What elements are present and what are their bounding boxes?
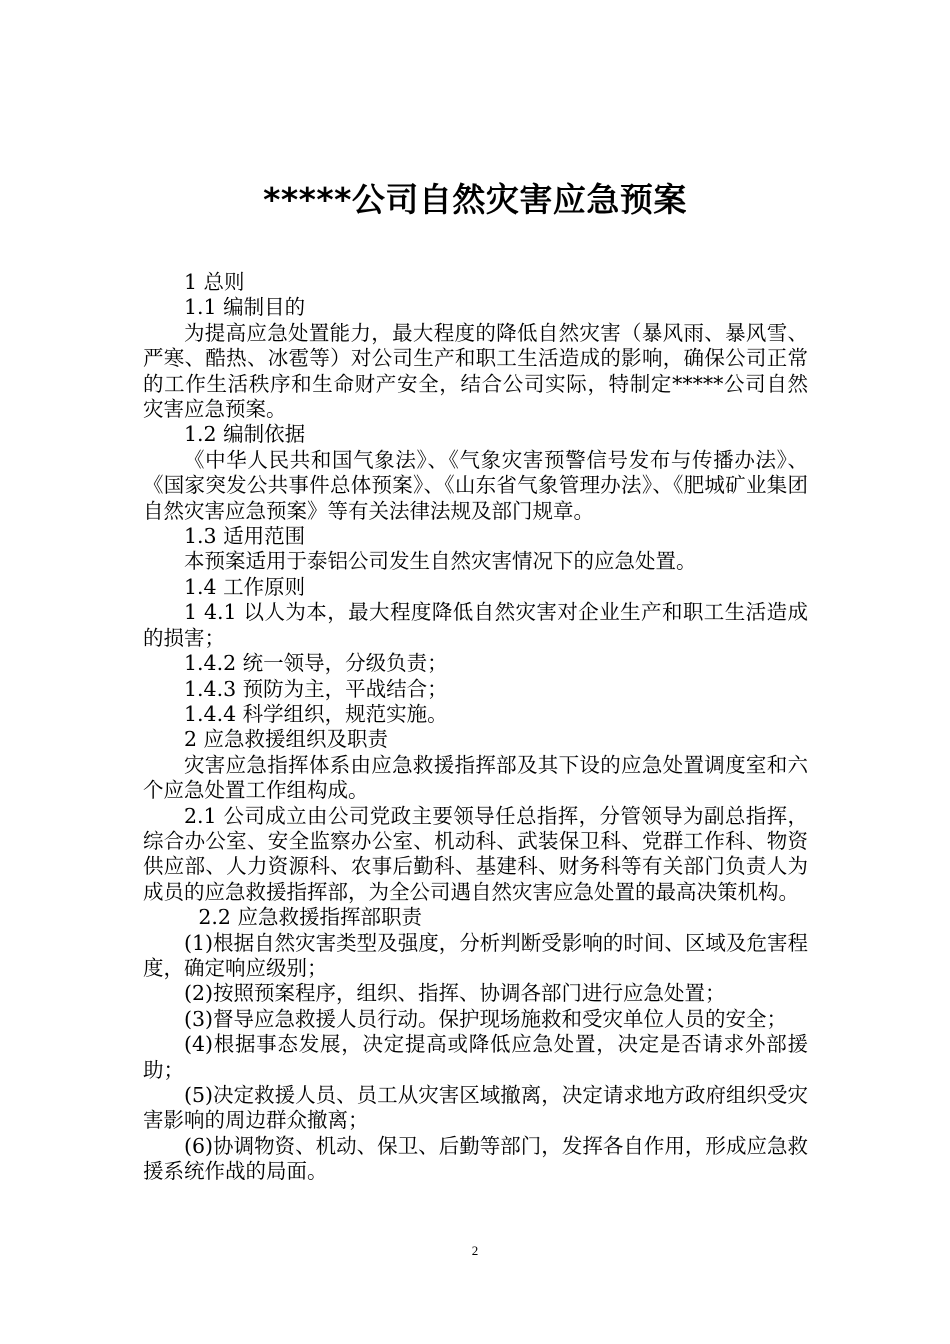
list-item: 1.4.2 统一领导，分级负责； bbox=[184, 651, 448, 676]
body-paragraph: 本预案适用于泰铝公司发生自然灾害情况下的应急处置。 bbox=[184, 549, 697, 574]
subsection-heading: 1.4 工作原则 bbox=[184, 574, 306, 599]
body-paragraph: 灾害应急指挥体系由应急救援指挥部及其下设的应急处置调度室和六个应急处置工作组构成。 bbox=[143, 752, 808, 803]
list-item: (6)协调物资、机动、保卫、后勤等部门，发挥各自作用，形成应急救援系统作战的局面。 bbox=[143, 1133, 808, 1184]
list-item: 1.4.4 科学组织，规范实施。 bbox=[184, 701, 448, 726]
document-body bbox=[143, 270, 808, 1185]
body-paragraph: 为提高应急处置能力，最大程度的降低自然灾害（暴风雨、暴风雪、严寒、酷热、冰雹等）对公司生产和职工生活造成的影响，确保公司正常的工作生活秩序和生命财产安全，结合公司实际，特制定*****公司自然灾害应急预案。 bbox=[143, 320, 808, 422]
section-heading: 1 总则 bbox=[184, 270, 245, 294]
subsection-heading: 1.1 编制目的 bbox=[184, 295, 306, 320]
list-item: (3)督导应急救援人员行动。保护现场施救和受灾单位人员的安全； bbox=[184, 1006, 788, 1031]
list-item: 1.4.3 预防为主，平战结合； bbox=[184, 676, 448, 701]
list-item: 1 4.1 以人为本，最大程度降低自然灾害对企业生产和职工生活造成的损害； bbox=[143, 600, 808, 650]
body-paragraph: 2.1 公司成立由公司党政主要领导任总指挥，分管领导为副总指挥，综合办公室、安全监察办公室、机动科、武装保卫科、党群工作科、物资供应部、人力资源科、农事后勤科、基建科、财务科等有关部门负责人为成员的应急救援指挥部，为全公司遇自然灾害应急处置的最高决策机构。 bbox=[143, 803, 808, 904]
list-item: (1)根据自然灾害类型及强度，分析判断受影响的时间、区域及危害程度，确定响应级别； bbox=[143, 930, 808, 980]
list-item: (5)决定救援人员、员工从灾害区域撤离，决定请求地方政府组织受灾害影响的周边群众撤离； bbox=[143, 1083, 808, 1133]
body-paragraph: 《中华人民共和国气象法》、《气象灾害预警信号发布与传播办法》、《国家突发公共事件总体预案》、《山东省气象管理办法》、《肥城矿业集团自然灾害应急预案》等有关法律法规及部门规章。 bbox=[143, 447, 808, 523]
section-heading: 2 应急救援组织及职责 bbox=[184, 727, 389, 752]
list-item: (2)按照预案程序，组织、指挥、协调各部门进行应急处置； bbox=[184, 981, 726, 1006]
subsection-heading: 1.3 适用范围 bbox=[184, 524, 306, 549]
document-title: *****公司自然灾害应急预案 bbox=[263, 180, 687, 219]
subsection-heading: 1.2 编制依据 bbox=[184, 422, 306, 447]
list-item: (4)根据事态发展，决定提高或降低应急处置，决定是否请求外部援助； bbox=[143, 1032, 808, 1082]
page-number: 2 bbox=[471, 1243, 479, 1258]
subsection-heading: 2.2 应急救援指挥部职责 bbox=[198, 905, 422, 930]
